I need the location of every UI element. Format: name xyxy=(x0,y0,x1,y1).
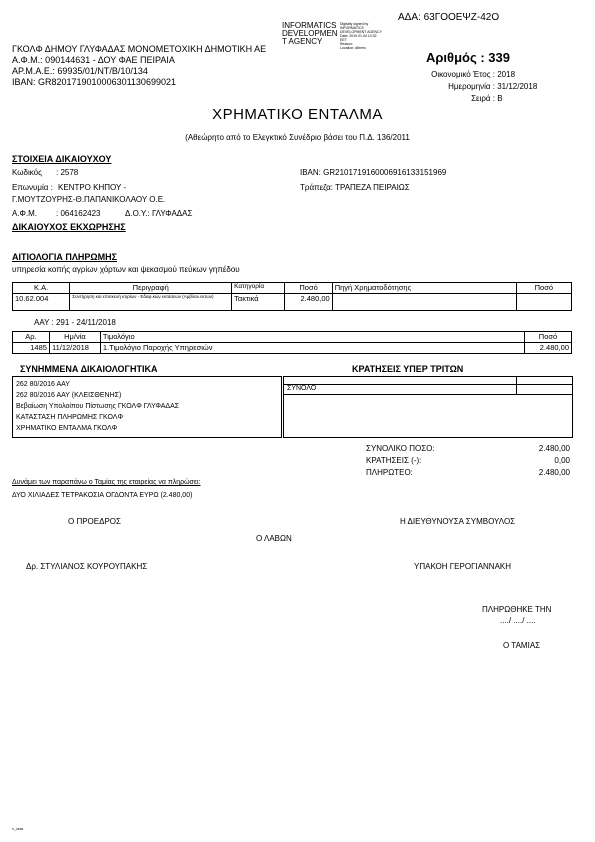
invoice-table xyxy=(12,331,572,354)
attachments-list xyxy=(13,377,281,436)
total-value: 0,00 xyxy=(554,456,570,465)
attachments-box xyxy=(12,376,282,438)
president-title: Ο ΠΡΟΕΔΡΟΣ xyxy=(68,517,121,526)
cell-invoice-date: 11/12/2018 xyxy=(49,343,100,354)
attachment-item: 262 80/2016 ΑΑΥ xyxy=(16,381,70,388)
meta-label: Οικονομικό Έτος : xyxy=(431,70,495,79)
number-label: Αριθμός : xyxy=(426,50,485,65)
beneficiary-name: ΚΕΝΤΡΟ ΚΗΠΟΥ - xyxy=(58,183,127,192)
number-value: 339 xyxy=(488,50,510,65)
agency-line: DEVELOPMEN xyxy=(282,29,338,38)
deductions-box xyxy=(283,376,573,438)
beneficiary-code: : 2578 xyxy=(56,168,79,177)
meta-label: Σειρά : xyxy=(471,94,495,103)
col-header: Ημ/νία xyxy=(49,332,100,343)
attachment-item: 262 80/2016 ΑΑΥ (ΚΛΕΙΣΘΕΝΗΣ) xyxy=(16,392,122,399)
meta-value: 31/12/2018 xyxy=(497,82,538,91)
aay-reference: ΑΑΥ : 291 - 24/11/2018 xyxy=(34,318,116,327)
stamp-line: Location: Athens xyxy=(340,46,366,50)
stamp-line: Date: 2019.01.04 14:32 xyxy=(340,34,377,38)
beneficiary-iban: IBAN: GR2101719160006916133151969 xyxy=(300,168,447,177)
deductions-total-label: ΣΥΝΟΛΟ xyxy=(287,385,317,392)
total-row xyxy=(366,443,570,455)
attachment-item: ΚΑΤΑΣΤΑΣΗ ΠΛΗΡΩΜΗΣ ΓΚΟΛΦ xyxy=(16,414,124,421)
attachments-heading: ΣΥΝΗΜΜΕΝΑ ΔΙΚΑΙΟΛΟΓΗΤΙΚΑ xyxy=(20,364,158,374)
meta-label: Ημερομηνία : xyxy=(448,82,495,91)
ceo-name: ΥΠΑΚΟΗ ΓΕΡΟΓΙΑΝΝΑΚΗ xyxy=(414,562,512,571)
total-row xyxy=(366,467,570,479)
total-value: 2.480,00 xyxy=(538,444,570,453)
col-header: Ποσό xyxy=(285,283,332,294)
agency-line: T AGENCY xyxy=(282,37,323,46)
cell-invoice-number: 1485 xyxy=(13,343,50,354)
meta-value: Β xyxy=(497,94,503,103)
cell-ka: 10.62.004 xyxy=(13,294,70,311)
stamp-line: Reason: xyxy=(340,42,354,46)
beneficiary-code-label: Κωδικός xyxy=(12,168,42,177)
ceo-title: Η ΔΙΕΥΘΥΝΟΥΣΑ ΣΥΜΒΟΥΛΟΣ xyxy=(400,517,516,526)
beneficiary-afm: : 064162423 xyxy=(56,209,101,218)
deductions-divider xyxy=(283,384,572,385)
authorization-text: Δυνάμει των παραπάνω ο Ταμίας της εταιρείας να πληρώσει: xyxy=(12,479,201,486)
attachment-item: ΧΡΗΜΑΤΙΚΟ ΕΝΤΑΛΜΑ ΓΚΟΛΦ xyxy=(16,425,118,432)
total-value: 2.480,00 xyxy=(538,468,570,477)
beneficiary-name-line2: Γ.ΜΟΥΤΖΟΥΡΗΣ-Θ.ΠΑΠΑΝΙΚΟΛΑΟΥ Ο.Ε. xyxy=(12,195,166,204)
stamp-line: Digitally signed by xyxy=(340,22,369,26)
col-header: Ποσό xyxy=(516,283,571,294)
col-header: Πηγή Χρηματοδότησης xyxy=(332,283,516,294)
deductions-divider xyxy=(283,394,572,395)
issuer-block xyxy=(12,44,266,88)
cell-description: Συντήρηση και επισκευή κτιρίων - Εδαφ.κών εκτάσεων (Αμβλαν.εκτων) xyxy=(70,294,232,311)
issuer-armae: ΑΡ.Μ.Α.Ε.: 69935/01/ΝΤ/Β/10/134 xyxy=(12,66,148,76)
amount-in-words: ΔΥΟ ΧΙΛΙΑΔΕΣ ΤΕΤΡΑΚΟΣΙΑ ΟΓΔΟΝΤΑ ΕΥΡΩ (2.480,00) xyxy=(12,492,193,499)
document-number xyxy=(426,50,510,65)
col-header: Τιμολόγιο xyxy=(100,332,524,343)
total-label: ΣΥΝΟΛΙΚΟ ΠΟΣΟ: xyxy=(366,444,435,453)
col-header: Ποσό xyxy=(525,332,572,343)
table-row xyxy=(13,294,572,311)
cell-invoice-amount: 2.480,00 xyxy=(525,343,572,354)
receiver-title: Ο ΛΑΒΩΝ xyxy=(256,534,292,543)
cell-invoice-type: 1.Τιμολόγιο Παροχής Υπηρεσιών xyxy=(100,343,524,354)
total-row xyxy=(366,455,570,467)
reason-heading: ΑΙΤΙΟΛΟΓΙΑ ΠΛΗΡΩΜΗΣ xyxy=(12,252,118,262)
beneficiary-bank: Τράπεζα: ΤΡΑΠΕΖΑ ΠΕΙΡΑΙΩΣ xyxy=(300,183,410,192)
total-label: ΠΛΗΡΩΤΕΟ: xyxy=(366,468,413,477)
beneficiary-doy: Δ.Ο.Υ.: ΓΛΥΦΑΔΑΣ xyxy=(125,209,193,218)
deductions-col-divider xyxy=(516,376,517,394)
issuer-name: ΓΚΟΛΦ ΔΗΜΟΥ ΓΛΥΦΑΔΑΣ ΜΟΝΟΜΕΤΟΧΙΚΗ ΔΗΜΟΤΙΚΗ ΑΕ xyxy=(12,44,267,54)
ada-code: ΑΔΑ: 63ΓΟΟΕΨΖ-42Ο xyxy=(398,12,500,23)
table-header-row xyxy=(13,332,572,343)
beneficiary-heading: ΣΤΟΙΧΕΙΑ ΔΙΚΑΙΟΥΧΟΥ xyxy=(12,154,112,164)
page-title: ΧΡΗΜΑΤΙΚΟ ΕΝΤΑΛΜΑ xyxy=(212,106,383,123)
attachment-item: Βεβαίωση Υπολοίπου Πίστωσης ΓΚΟΛΦ ΓΛΥΦΑΔΑΣ xyxy=(16,403,180,410)
col-header: Κατηγορία xyxy=(232,283,285,294)
stamp-line: INFORMATICS xyxy=(340,26,364,30)
agency-block xyxy=(282,22,338,46)
table-header-row xyxy=(13,283,572,294)
col-header: Κ.Α. xyxy=(13,283,70,294)
footer-code: ν_ααα xyxy=(12,826,24,831)
meta-block xyxy=(380,69,550,105)
meta-value: 2018 xyxy=(497,70,516,79)
agency-line: INFORMATICS xyxy=(282,21,337,30)
table-row xyxy=(13,343,572,354)
cell-amount: 2.480,00 xyxy=(285,294,332,311)
president-name: Δρ. ΣΤΥΛΙΑΝΟΣ ΚΟΥΡΟΥΠΑΚΗΣ xyxy=(26,562,148,571)
paid-label: ΠΛΗΡΩΘΗΚΕ ΤΗΝ xyxy=(482,605,552,614)
total-label: ΚΡΑΤΗΣΕΙΣ (-): xyxy=(366,456,422,465)
accounts-table xyxy=(12,282,572,311)
cell-source-amount xyxy=(516,294,571,311)
issuer-iban: IBAN: GR8201719010006301130699021 xyxy=(12,77,176,87)
beneficiary-afm-label: Α.Φ.Μ. xyxy=(12,209,38,218)
page-subtitle: (Αθεώρητο από το Ελεγκτικό Συνέδριο βάσει του Π.Δ. 136/2011 xyxy=(185,133,410,142)
paid-date: ..../ ..../ .... xyxy=(500,616,536,625)
col-header: Περιγραφή xyxy=(70,283,232,294)
totals-block xyxy=(366,443,570,479)
cashier-title: Ο ΤΑΜΙΑΣ xyxy=(503,641,541,650)
cell-category: Τακτικά xyxy=(232,294,285,311)
digital-signature-stamp xyxy=(340,22,382,50)
col-header: Αρ. xyxy=(13,332,50,343)
stamp-line: EET xyxy=(340,38,347,42)
assignee-heading: ΔΙΚΑΙΟΥΧΟΣ ΕΚΧΩΡΗΣΗΣ xyxy=(12,222,126,232)
reason-text: υπηρεσία κοπής αγρίων χόρτων και ψεκασμού πεύκων γηπέδου xyxy=(12,265,240,274)
stamp-line: DEVELOPMENT AGENCY xyxy=(340,30,382,34)
deductions-heading: ΚΡΑΤΗΣΕΙΣ ΥΠΕΡ ΤΡΙΤΩΝ xyxy=(352,364,464,374)
issuer-afm: Α.Φ.Μ.: 090144631 - ΔΟΥ ΦΑΕ ΠΕΙΡΑΙΑ xyxy=(12,55,175,65)
beneficiary-name-label: Επωνυμία : xyxy=(12,183,53,192)
cell-source xyxy=(332,294,516,311)
